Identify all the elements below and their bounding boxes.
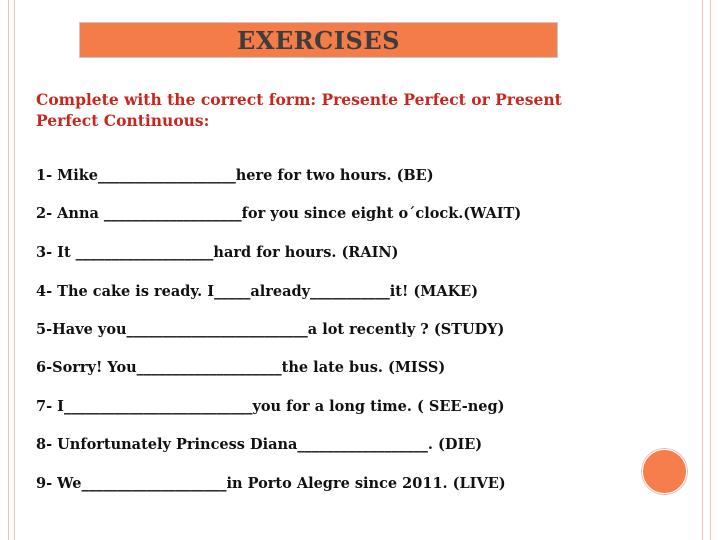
exercise-item-1: 1- Mike___________________here for two hours. (BE) bbox=[36, 167, 434, 184]
slide-title: EXERCISES bbox=[237, 25, 400, 55]
exercise-item-2: 2- Anna ___________________for you since eight o´clock.(WAIT) bbox=[36, 205, 522, 222]
exercise-item-6: 6-Sorry! You____________________the late bus. (MISS) bbox=[36, 359, 446, 376]
instructions bbox=[36, 89, 636, 131]
exercise-item-3: 3- It ___________________hard for hours. (RAIN) bbox=[36, 244, 399, 261]
exercise-item-5: 5-Have you_________________________a lot recently ? (STUDY) bbox=[36, 321, 505, 338]
exercise-item-4: 4- The cake is ready. I_____already___________it! (MAKE) bbox=[36, 283, 479, 300]
right-border-line-outer bbox=[710, 0, 711, 540]
instructions-line-2: Perfect Continuous: bbox=[36, 111, 210, 130]
exercise-item-7: 7- I__________________________you for a long time. ( SEE-neg) bbox=[36, 398, 505, 415]
right-border-line-inner bbox=[702, 0, 703, 540]
left-border-line-outer bbox=[8, 0, 9, 540]
decorative-circle bbox=[642, 449, 687, 494]
exercise-item-9: 9- We____________________in Porto Alegre since 2011. (LIVE) bbox=[36, 475, 506, 492]
instructions-line-1: Complete with the correct form: Presente Perfect or Present bbox=[36, 90, 562, 109]
exercise-item-8: 8- Unfortunately Princess Diana__________________. (DIE) bbox=[36, 436, 483, 453]
title-banner bbox=[79, 22, 558, 58]
left-border-line-inner bbox=[14, 0, 15, 540]
